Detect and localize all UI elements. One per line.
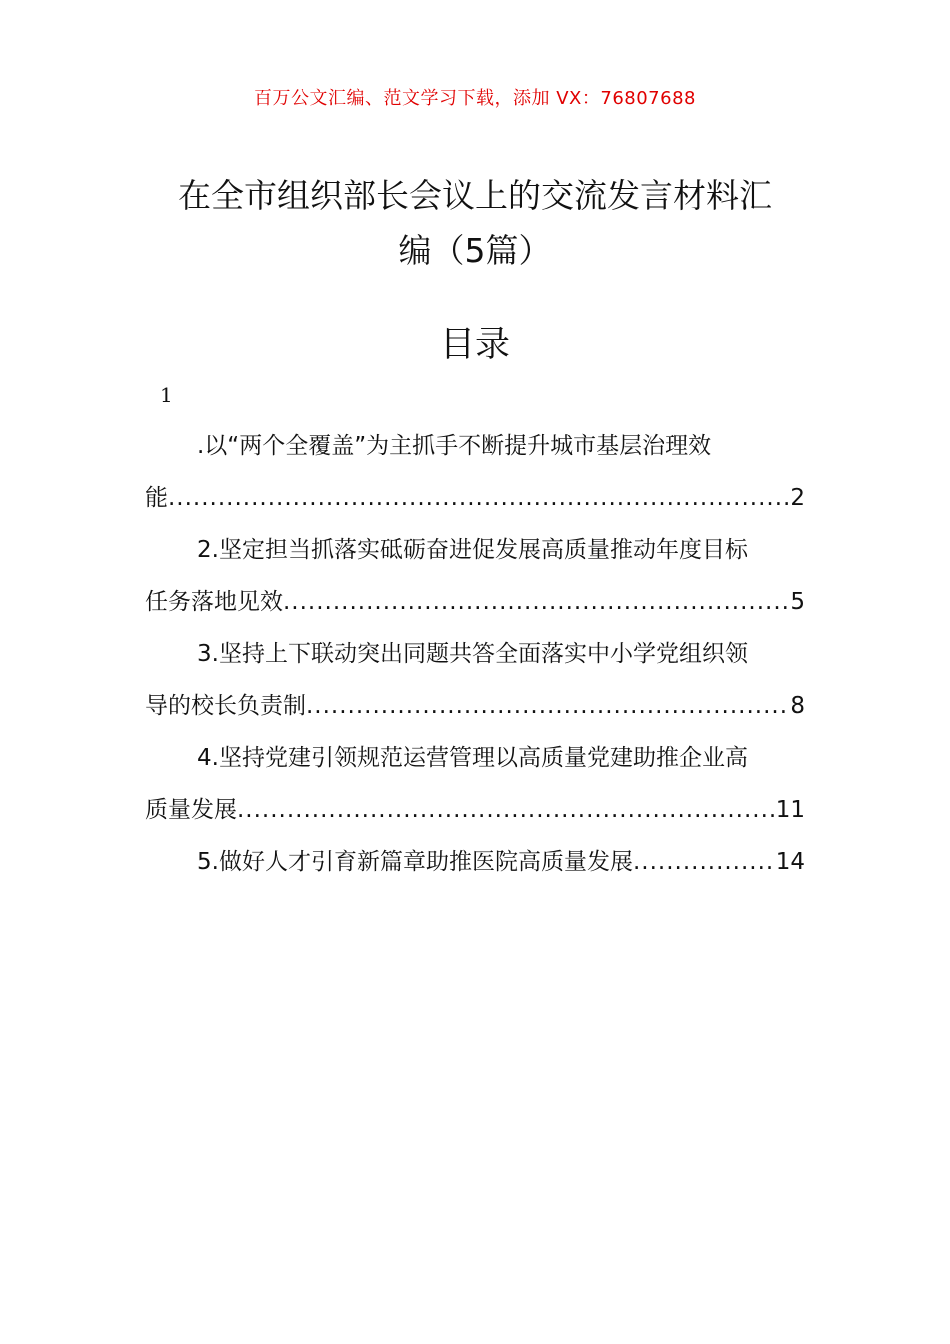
- toc-entry-leader-line: [145, 784, 805, 836]
- toc-entry-title-line: 2.坚定担当抓落实砥砺奋进促发展高质量推动年度目标: [197, 537, 748, 563]
- toc-entry-2[interactable]: [145, 524, 805, 628]
- toc-entry-1[interactable]: [145, 420, 805, 524]
- toc-page-number: 11: [775, 797, 805, 823]
- toc-entry-title-line: .以“两个全覆盖”为主抓手不断提升城市基层治理效: [197, 433, 712, 459]
- toc-entry-title-continuation: 能: [145, 485, 168, 511]
- document-title: [140, 168, 810, 278]
- toc-entry-4[interactable]: [145, 732, 805, 836]
- toc-entry-title-continuation: 导的校长负责制: [145, 693, 306, 719]
- toc-entry-leader-line: [145, 472, 805, 524]
- document-title-line-2: 编（5篇）: [398, 231, 552, 270]
- toc-page-number: 2: [790, 485, 805, 511]
- toc-page-number: 14: [775, 849, 805, 875]
- dot-leader: [283, 576, 788, 628]
- toc-entry-leader-line: [145, 680, 805, 732]
- document-title-line-1: 在全市组织部长会议上的交流发言材料汇: [178, 176, 772, 215]
- toc-entry-5[interactable]: [145, 836, 805, 888]
- toc-entry-title-line: 5.做好人才引育新篇章助推医院高质量发展: [197, 849, 633, 875]
- dot-leader: [237, 784, 774, 836]
- toc-entry-title-line: 3.坚持上下联动突出同题共答全面落实中小学党组织领: [197, 641, 748, 667]
- toc-entry-title-line: 4.坚持党建引领规范运营管理以高质量党建助推企业高: [197, 745, 748, 771]
- toc-heading: 目录: [439, 325, 510, 365]
- watermark-contact-text: 百万公文汇编、范文学习下载，添加 VX：76807688: [254, 88, 696, 109]
- toc-entry-leader-line: [145, 576, 805, 628]
- toc-page-number: 5: [790, 589, 805, 615]
- dot-leader: [168, 472, 788, 524]
- toc-stray-number: 1: [160, 383, 173, 407]
- toc-entry-title-continuation: 任务落地见效: [145, 589, 283, 615]
- toc-entry-title-continuation: 质量发展: [145, 797, 237, 823]
- dot-leader: [633, 836, 774, 888]
- table-of-contents: [145, 420, 805, 888]
- toc-entry-3[interactable]: [145, 628, 805, 732]
- dot-leader: [306, 680, 788, 732]
- toc-entry-leader-line: [145, 836, 805, 888]
- toc-page-number: 8: [790, 693, 805, 719]
